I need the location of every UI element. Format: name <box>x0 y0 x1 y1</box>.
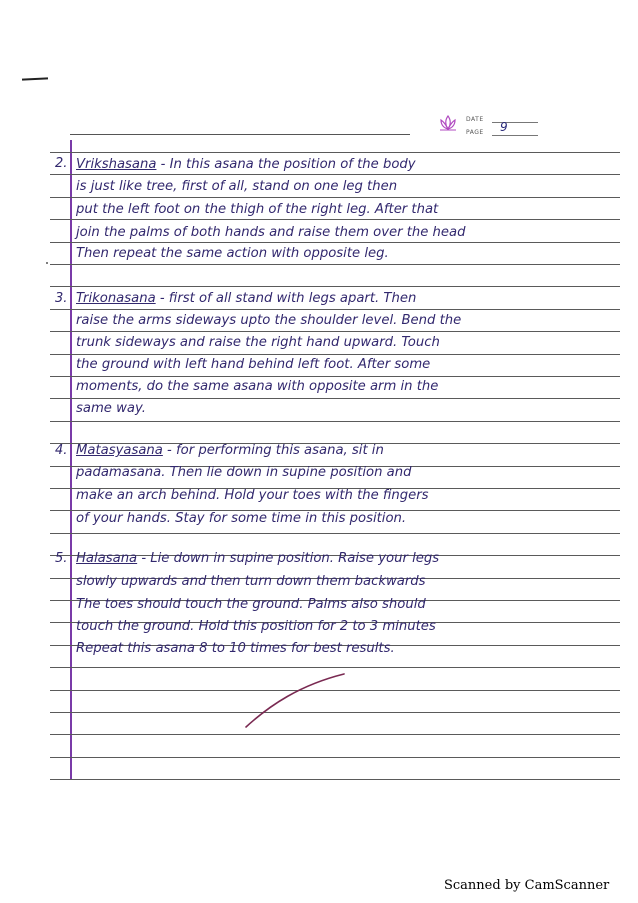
section-line: padamasana. Then lie down in supine position and <box>76 465 412 480</box>
section-number: 4. <box>55 443 68 458</box>
section-line: The toes should touch the ground. Palms also should <box>76 597 426 612</box>
section-title: Halasana <box>76 551 138 566</box>
section-line: moments, do the same asana with opposite arm in the <box>76 379 439 394</box>
section-line: join the palms of both hands and raise them over the head <box>76 225 466 240</box>
section-line: Then repeat the same action with opposite leg. <box>76 246 389 261</box>
section-line-text: - Lie down in supine position. Raise your legs <box>137 551 440 566</box>
section-title: Matasyasana <box>76 443 163 458</box>
section-number: 5. <box>55 551 68 566</box>
section-line: same way. <box>76 401 146 416</box>
section-line: the ground with left hand behind left foot. After some <box>76 357 431 372</box>
section-title: Trikonasana <box>76 291 156 306</box>
date-label: DATE <box>466 116 484 123</box>
section-line: trunk sideways and raise the right hand upward. Touch <box>76 335 440 350</box>
section-line: Repeat this asana 8 to 10 times for best results. <box>76 641 395 656</box>
section-line-text: - In this asana the position of the body <box>156 157 416 172</box>
section-line: put the left foot on the thigh of the right leg. After that <box>76 202 439 217</box>
section-line: slowly upwards and then turn down them backwards <box>76 574 426 589</box>
section-line: of your hands. Stay for some time in this position. <box>76 511 407 526</box>
section-line: touch the ground. Hold this position for 2 to 3 minutes <box>76 619 436 634</box>
page-number: 9 <box>500 120 508 134</box>
section-line: is just like tree, first of all, stand on one leg then <box>76 179 398 194</box>
page-label: PAGE <box>466 129 484 136</box>
section-number: 2. <box>55 156 68 171</box>
section-line: raise the arms sideways upto the shoulder level. Bend the <box>76 313 462 328</box>
section-line-text: - for performing this asana, sit in <box>162 443 384 458</box>
section-number: 3. <box>55 291 68 306</box>
section-line-text: - first of all stand with legs apart. Then <box>155 291 417 306</box>
section-title: Vrikshasana <box>76 157 157 172</box>
section-line: make an arch behind. Hold your toes with the fingers <box>76 488 429 503</box>
scanner-watermark: Scanned by CamScanner <box>444 878 610 893</box>
